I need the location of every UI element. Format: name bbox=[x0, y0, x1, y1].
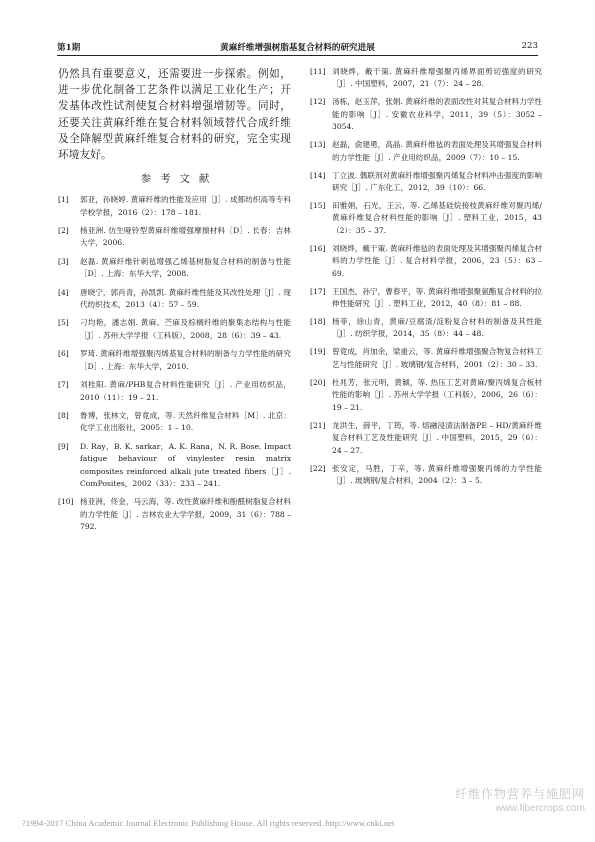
reference-text: 刘晓烨，戴干策. 黄麻纤维毡的表面处理及其增强聚丙烯复合材料的力学性能［J］. 复合材料学报，2006，23（5）：63 – 69. bbox=[332, 243, 542, 278]
reference-text: 汤栋，赵玉萍，张娟. 黄麻纤维的表面改性对其复合材料力学性能的影响［J］. 安徽农业科学，2011，39（5）：3052 – 3054. bbox=[332, 97, 542, 132]
reference-item bbox=[310, 286, 542, 311]
reference-text: 罗琦. 黄麻纤维增强聚丙烯基复合材料的制备与力学性能的研究［D］. 上海：东华大学，2010. bbox=[80, 349, 291, 371]
reference-number: [19] bbox=[310, 347, 326, 357]
reference-text: 杨亚洲. 仿生哑铃型黄麻纤维增强摩擦材料［D］. 长春：吉林大学，2006. bbox=[80, 226, 291, 248]
reference-number: [14] bbox=[310, 170, 326, 180]
reference-item bbox=[58, 225, 291, 250]
reference-text: 刘晓烨，戴干策. 黄麻纤维增强聚丙烯界面剪切强度的研究［J］. 中国塑料，2007，21（7）：24 – 28. bbox=[332, 67, 542, 89]
reference-number: [20] bbox=[310, 377, 326, 387]
reference-item bbox=[310, 139, 542, 164]
reference-item bbox=[58, 441, 291, 491]
reference-item bbox=[310, 96, 542, 133]
watermark-text: 纤维作物营养与施肥网 bbox=[454, 787, 585, 801]
reference-text: 刁均艳，潘志娟. 黄麻、苎麻及棕榈纤维的聚集态结构与性能［J］. 苏州大学学报（工科版），2008，28（6）：39 – 43. bbox=[80, 318, 291, 340]
reference-list-left bbox=[58, 194, 291, 533]
right-column bbox=[310, 66, 542, 493]
reference-list-right bbox=[310, 66, 542, 487]
reference-text: 鲁博，张林文，曾竟成，等. 天然纤维复合材料［M］. 北京：化学工业出版社，2005：1 – 10. bbox=[80, 410, 291, 433]
reference-item bbox=[58, 287, 291, 312]
copyright-footer: ?1994-2017 China Academic Journal Electronic Publishing House. All rights reserved. http://www.cnki.net bbox=[22, 818, 395, 828]
left-column bbox=[58, 66, 291, 540]
reference-text: 赵磊. 黄麻纤维针刺毡增强乙烯基树脂复合材料的制备与性能［D］. 上海：东华大学，2008. bbox=[80, 256, 291, 279]
reference-item bbox=[58, 256, 291, 281]
reference-number: [15] bbox=[310, 201, 326, 211]
reference-item bbox=[58, 379, 291, 404]
header-rule bbox=[57, 55, 538, 56]
reference-number: [12] bbox=[310, 97, 326, 107]
reference-item bbox=[310, 316, 542, 341]
reference-item bbox=[310, 346, 542, 371]
reference-number: [17] bbox=[310, 286, 326, 296]
reference-item bbox=[58, 496, 291, 533]
reference-text: 唐晓宁，郭肖青，孙凯凯. 黄麻纤维性能及其改性处理［J］. 现代纺织技术，2013（4）：57 – 59. bbox=[80, 287, 291, 310]
reference-text: D. Ray，B. K. sarkar，A. K. Rana，N. R. Bose. Impact fatigue behaviour of vinylester resin matrix composites reinforced alkali jute treated fibers［J］. ComPosites，2002（33）：233 – 241. bbox=[80, 441, 291, 488]
reference-text: 杨菲，徐山青，黄麻/豆腐渣/淀粉复合材料的制备及其性能［J］. 纺织学报，2014，35（8）：44 – 48. bbox=[332, 317, 542, 339]
reference-item bbox=[310, 66, 542, 91]
running-header bbox=[57, 38, 538, 54]
reference-text: 杨亚洲，佟金，马云海，等. 改性黄麻纤维和酚醛树脂复合材料的力学性能［J］. 吉林农业大学学报，2009，31（6）：788 – 792. bbox=[80, 497, 291, 532]
reference-number: [9] bbox=[58, 441, 69, 451]
reference-text: 郭亚，孙晓婷. 黄麻纤维的性能及应用［J］. 成都纺织高等专科学校学报，2016（2）：178 – 181. bbox=[80, 195, 291, 217]
reference-text: 丁立波. 偶联剂对黄麻纤维增强聚丙烯复合材料冲击强度的影响研究［J］. 广东化工，2012，39（10）：66. bbox=[332, 170, 542, 193]
reference-number: [22] bbox=[310, 463, 326, 473]
reference-text: 龙洪生，薛平，丁筠，等. 熔融浸渍法制备PE – HD/黄麻纤维复合材料工艺及性能研究［J］. 中国塑料，2015，29（6）：24 – 27. bbox=[332, 420, 542, 455]
reference-number: [11] bbox=[310, 67, 326, 76]
reference-number: [16] bbox=[310, 243, 326, 253]
running-title: 黄麻纤维增强树脂基复合材料的研究进展 bbox=[220, 43, 375, 53]
reference-item bbox=[310, 170, 542, 195]
body-paragraph: 仍然具有重要意义，还需要进一步探索。例如，进一步优化制备工艺条件以满足工业化生产；开发基体改性试剂使复合材料增强增韧等。同时，还要关注黄麻纤维在复合材料领域替代合成纤维及全降解型黄麻纤维复合材料的研究，完全实现环境友好。 bbox=[58, 68, 291, 162]
reference-item bbox=[58, 317, 291, 342]
reference-item bbox=[310, 377, 542, 414]
reference-number: [6] bbox=[58, 349, 69, 359]
reference-text: 张安定，马胜，丁辛，等. 黄麻纤维增强聚丙烯的力学性能［J］. 玻璃钢/复合材料，2004（2）：3 – 5. bbox=[332, 463, 542, 485]
reference-text: 杜兆芳，张元明，黄颖，等. 热压工艺对黄麻/聚丙烯复合板材性能的影响［J］. 苏州大学学报（工科版），2006，26（6）：19 – 21. bbox=[332, 377, 542, 412]
reference-text: 刘桂阳. 黄麻/PHB复合材料性能研究［J］. 产业用纺织品，2010（11）：19 – 21. bbox=[80, 380, 291, 402]
reference-text: 赵磊，俞建勇，高晶. 黄麻纤维毡的表面处理及其增强复合材料的力学性能［J］. 产业用纺织品，2009（7）：10 – 15. bbox=[332, 140, 542, 162]
reference-number: [13] bbox=[310, 140, 326, 150]
site-watermark bbox=[455, 785, 585, 814]
watermark-url: www.fibercrops.com bbox=[495, 803, 585, 814]
references-heading: 参考文献 bbox=[140, 173, 219, 186]
reference-number: [18] bbox=[310, 317, 326, 327]
reference-number: [3] bbox=[58, 256, 69, 266]
reference-number: [21] bbox=[310, 420, 326, 430]
reference-item bbox=[58, 194, 291, 219]
reference-item bbox=[310, 463, 542, 488]
reference-item bbox=[58, 348, 291, 373]
reference-number: [7] bbox=[58, 380, 69, 390]
reference-text: 田雅娟，石光，王云，等. 乙烯基硅烷接枝黄麻纤维对聚丙烯/黄麻纤维复合材料性能的影响［J］. 塑料工业，2015，43（2）：35 – 37. bbox=[332, 201, 542, 235]
reference-item bbox=[310, 420, 542, 457]
reference-text: 曾竟成，肖加余，梁重云，等. 黄麻纤维增强聚合物复合材料工艺与性能研究［J］. 玻璃钢/复合材料，2001（2）：30 – 33. bbox=[332, 347, 542, 369]
reference-item bbox=[310, 200, 542, 237]
page-number: 223 bbox=[521, 41, 538, 51]
reference-item bbox=[310, 243, 542, 280]
reference-number: [1] bbox=[58, 195, 69, 205]
issue-label: 第1期 bbox=[57, 43, 81, 53]
reference-number: [10] bbox=[58, 497, 74, 507]
reference-text: 王国杰，孙宁，曹春平，等. 黄麻纤维增强聚氨酯复合材料的拉伸性能研究［J］. 塑料工业，2012，40（8）：81 – 88. bbox=[332, 286, 542, 309]
reference-number: [4] bbox=[58, 287, 69, 297]
reference-number: [5] bbox=[58, 318, 69, 328]
reference-item bbox=[58, 410, 291, 435]
reference-number: [2] bbox=[58, 226, 69, 236]
reference-number: [8] bbox=[58, 410, 69, 420]
